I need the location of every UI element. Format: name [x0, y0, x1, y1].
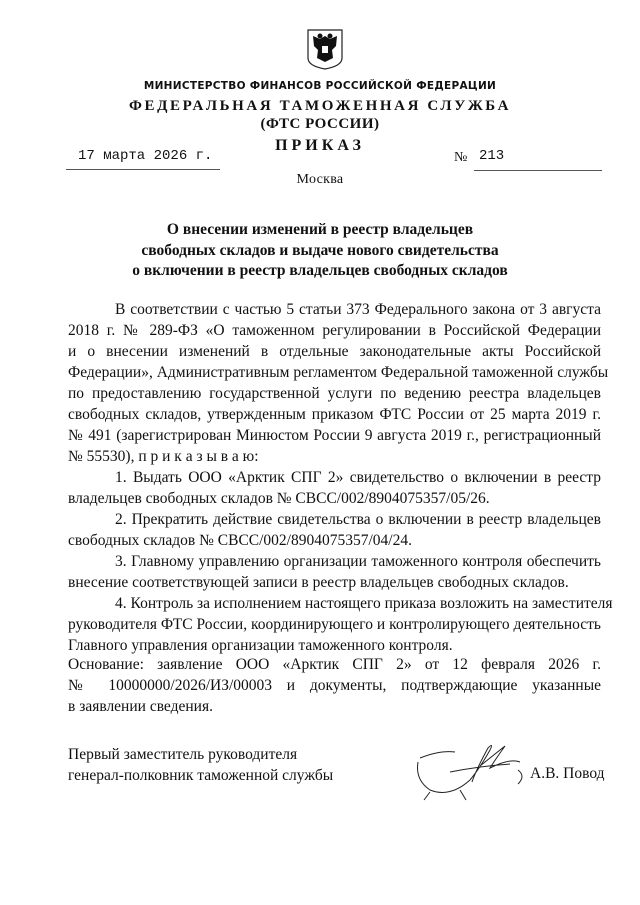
position-line: Первый заместитель руководителя — [68, 746, 298, 763]
title-line: о включении в реестр владельцев свободных складов — [132, 262, 508, 279]
coat-of-arms-emblem — [306, 28, 344, 70]
agency-short-name: (ФТС РОССИИ) — [260, 116, 380, 132]
document-title — [0, 220, 640, 282]
text-line: и о внесении изменений в отдельные законодательные акты Российской — [68, 343, 601, 360]
signatory-position — [68, 745, 333, 786]
text-line: Федерации», Административным регламентом Федеральной таможенной службы — [68, 364, 609, 381]
text-line: 3. Главному управлению организации таможенного контроля обеспечить — [115, 553, 601, 570]
order-number: 213 — [479, 148, 505, 164]
document-type: ПРИКАЗ — [275, 137, 365, 154]
order-number-label: № — [454, 150, 468, 165]
title-line: свободных складов и выдаче нового свидетельства — [141, 241, 499, 259]
text-line: внесение соответствующей записи в реестр владельцев свободных складов. — [68, 574, 569, 591]
agency-name: ФЕДЕРАЛЬНАЯ ТАМОЖЕННАЯ СЛУЖБА — [128, 98, 512, 114]
text-line: свободных складов, утвержденным приказом ФТС России от 25 марта 2019 г. — [68, 406, 601, 423]
basis-paragraph — [68, 654, 601, 717]
text-line: № 491 (зарегистрирован Минюстом России 9 августа 2019 г., регистрационный — [68, 427, 601, 444]
ministry-name: МИНИСТЕРСТВО ФИНАНСОВ РОССИЙСКОЙ ФЕДЕРАЦИИ — [143, 80, 497, 92]
text-line: владельцев свободных складов № СВСС/002/8904075357/05/26. — [68, 490, 490, 507]
text-line: 1. Выдать ООО «Арктик СПГ 2» свидетельство о включении в реестр — [115, 469, 601, 486]
preamble-paragraph — [68, 299, 609, 467]
order-item-1 — [68, 467, 601, 509]
text-line: 2018 г. № 289-ФЗ «О таможенном регулировании в Российской Федерации — [68, 322, 601, 339]
text-line: свободных складов № СВСС/002/8904075357/04/24. — [68, 532, 412, 549]
text-line: в заявлении сведения. — [68, 698, 213, 715]
text-line: 2. Прекратить действие свидетельства о включении в реестр владельцев — [115, 511, 601, 528]
handwritten-signature — [410, 740, 535, 802]
order-date: 17 марта 2026 г. — [78, 148, 213, 164]
text-line: № 55530), п р и к а з ы в а ю: — [68, 448, 259, 465]
text-line: № 10000000/2026/ИЗ/00003 и документы, подтверждающие указанные — [68, 677, 601, 694]
city: Москва — [296, 172, 344, 187]
text-line: Главного управления организации таможенного контроля. — [68, 637, 453, 654]
text-line: по предоставлению государственной услуги по ведению реестра владельцев — [68, 385, 601, 402]
position-line: генерал-полковник таможенной службы — [68, 766, 334, 784]
order-item-4 — [68, 593, 613, 656]
order-item-3 — [68, 551, 601, 593]
text-line: В соответствии с частью 5 статьи 373 Федерального закона от 3 августа — [115, 301, 601, 318]
order-item-2 — [68, 509, 601, 551]
text-line: Основание: заявление ООО «Арктик СПГ 2» от 12 февраля 2026 г. — [68, 656, 601, 673]
date-underline — [66, 169, 220, 170]
text-line: руководителя ФТС России, координирующего и контролирующего деятельность — [68, 616, 601, 633]
number-underline — [474, 170, 602, 171]
body-paragraphs — [68, 299, 613, 656]
signatory-name: А.В. Повод — [530, 765, 605, 782]
title-line: О внесении изменений в реестр владельцев — [166, 221, 474, 238]
text-line: 4. Контроль за исполнением настоящего приказа возложить на заместителя — [115, 595, 613, 612]
